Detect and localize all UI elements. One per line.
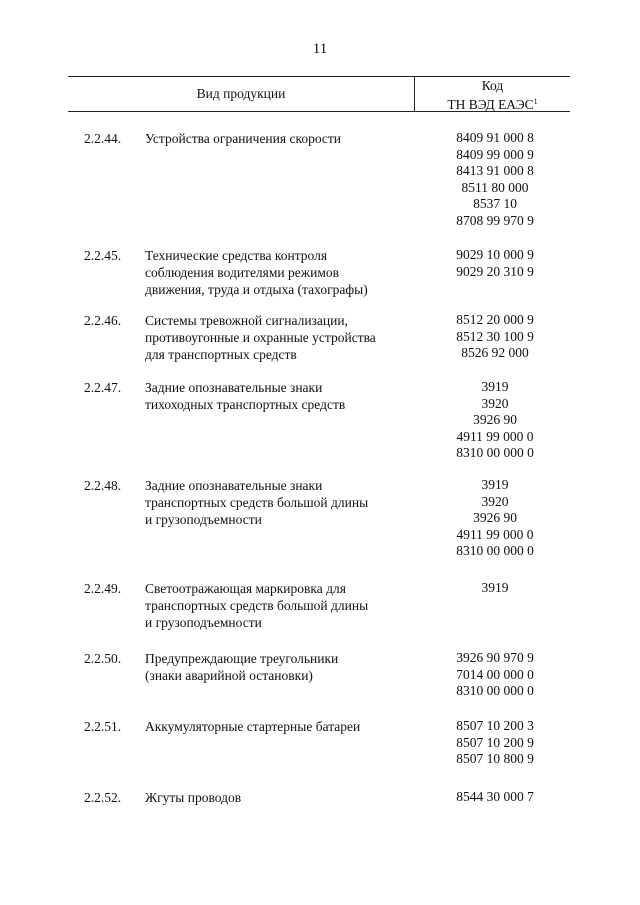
tn-ved-code: 7014 00 000 0 (456, 666, 534, 682)
row-number: 2.2.44. (84, 131, 122, 146)
table-header (68, 76, 570, 112)
tn-ved-code: 8537 10 (473, 196, 517, 211)
product-name-line: (знаки аварийной остановки) (145, 668, 313, 683)
tn-ved-code: 9029 20 310 9 (456, 263, 534, 279)
tn-ved-code: 8544 30 000 7 (456, 789, 534, 804)
tn-ved-code: 8409 99 000 9 (456, 146, 534, 162)
column-header-code-line2 (415, 94, 570, 113)
tn-ved-code: 3926 90 (473, 510, 517, 525)
tn-ved-code: 8413 91 000 8 (456, 163, 534, 178)
product-name-line: транспортных средств большой длины (145, 598, 369, 613)
row-codes (420, 477, 570, 560)
product-name-line: Устройства ограничения скорости (145, 131, 342, 146)
row-product-name (145, 130, 405, 147)
row-number: 2.2.52. (84, 790, 122, 805)
row-codes (420, 379, 570, 462)
product-name-line: Светоотражающая маркировка для (145, 581, 346, 596)
tn-ved-code: 8512 20 000 9 (456, 312, 534, 327)
row-product-name (145, 580, 405, 631)
row-product-name (145, 789, 405, 806)
row-product-name (145, 650, 405, 684)
tn-ved-code: 3920 (481, 493, 509, 509)
product-name-line: противоугонные и охранные устройства (145, 330, 376, 345)
row-number: 2.2.48. (84, 478, 122, 493)
product-name-line: Системы тревожной сигнализации, (145, 313, 348, 328)
row-product-name (145, 379, 405, 413)
row-codes (420, 650, 570, 700)
product-name-line: Задние опознавательные знаки (145, 478, 323, 493)
tn-ved-code: 3920 (481, 395, 509, 411)
column-header-product-type: Вид продукции (196, 86, 286, 101)
tn-ved-code: 8507 10 800 9 (456, 751, 534, 766)
tn-ved-code: 8512 30 100 9 (456, 328, 534, 344)
product-name-line: Технические средства контроля (145, 248, 328, 263)
row-codes (420, 718, 570, 768)
row-number: 2.2.49. (84, 581, 122, 596)
product-name-line: транспортных средств большой длины (145, 495, 369, 510)
column-header-code-line1: Код (481, 78, 504, 93)
tn-ved-code: 8526 92 000 (461, 345, 529, 360)
tn-ved-code: 8708 99 970 9 (456, 212, 534, 228)
row-number: 2.2.51. (84, 719, 122, 734)
footnote-marker: 1 (533, 97, 538, 106)
column-header-code-text: ТН ВЭД ЕАЭС (447, 97, 534, 112)
tn-ved-code: 3919 (481, 580, 509, 595)
row-codes (420, 247, 570, 280)
product-name-line: Предупреждающие треугольники (145, 651, 339, 666)
page-number: 11 (312, 41, 328, 57)
row-product-name (145, 247, 405, 298)
row-codes (420, 130, 570, 229)
tn-ved-code: 9029 10 000 9 (456, 247, 534, 262)
tn-ved-code: 3926 90 970 9 (456, 650, 534, 665)
tn-ved-code: 8409 91 000 8 (456, 130, 534, 145)
product-name-line: Задние опознавательные знаки (145, 380, 323, 395)
product-name-line: и грузоподъемности (145, 615, 262, 630)
tn-ved-code: 8310 00 000 0 (456, 683, 534, 698)
tn-ved-code: 3919 (481, 477, 509, 492)
tn-ved-code: 8507 10 200 9 (456, 734, 534, 750)
product-name-line: и грузоподъемности (145, 512, 262, 527)
product-name-line: для транспортных средств (145, 347, 297, 362)
row-codes (420, 312, 570, 362)
row-codes (420, 580, 570, 597)
tn-ved-code: 8511 80 000 (461, 179, 529, 195)
tn-ved-code: 3926 90 (473, 412, 517, 427)
product-name-line: соблюдения водителями режимов (145, 265, 339, 280)
product-name-line: Жгуты проводов (145, 790, 242, 805)
column-header-code (415, 78, 570, 113)
row-product-name (145, 312, 405, 363)
tn-ved-code: 8310 00 000 0 (456, 543, 534, 558)
product-name-line: движения, труда и отдыха (тахографы) (145, 282, 368, 297)
tn-ved-code: 8507 10 200 3 (456, 718, 534, 733)
product-name-line: Аккумуляторные стартерные батареи (145, 719, 361, 734)
row-number: 2.2.50. (84, 651, 122, 666)
tn-ved-code: 8310 00 000 0 (456, 445, 534, 460)
row-product-name (145, 477, 405, 528)
tn-ved-code: 4911 99 000 0 (456, 526, 534, 542)
row-product-name (145, 718, 405, 735)
tn-ved-code: 4911 99 000 0 (456, 428, 534, 444)
row-number: 2.2.46. (84, 313, 122, 328)
row-number: 2.2.47. (84, 380, 122, 395)
tn-ved-code: 3919 (481, 379, 509, 394)
row-codes (420, 789, 570, 806)
product-name-line: тихоходных транспортных средств (145, 397, 346, 412)
row-number: 2.2.45. (84, 248, 122, 263)
